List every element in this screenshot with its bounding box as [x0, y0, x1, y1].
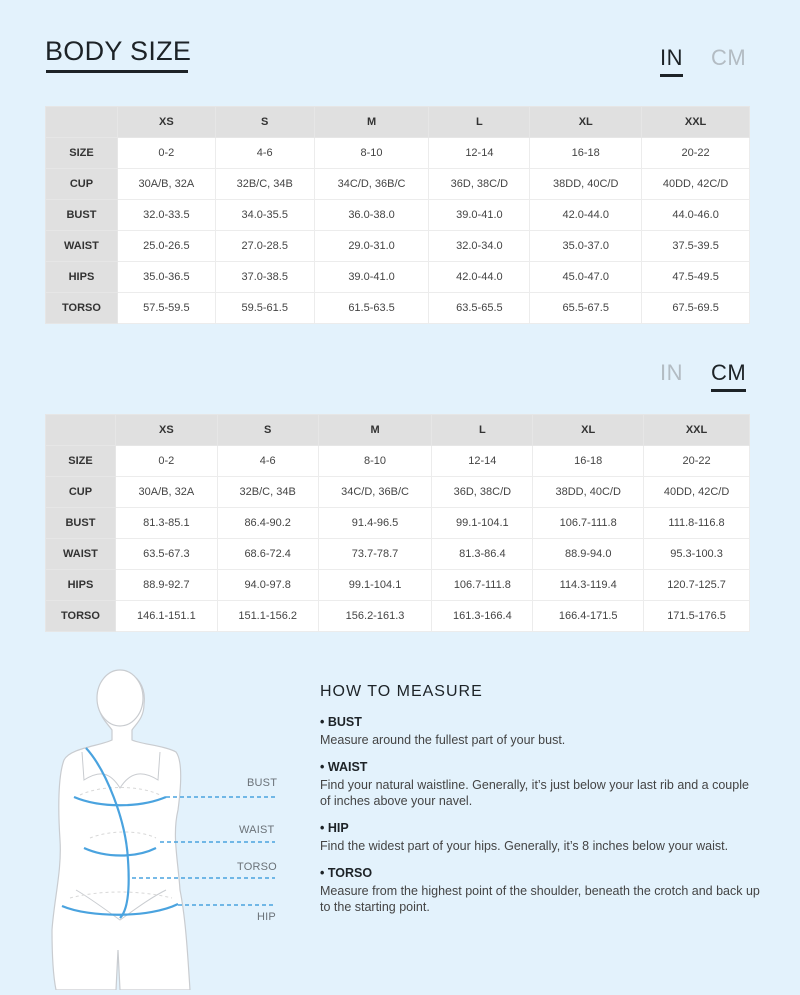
how-to-measure-section — [320, 683, 760, 927]
unit-cm-button[interactable]: CM — [711, 45, 747, 70]
table-cell: 161.3-166.4 — [432, 601, 533, 632]
table-cell: 30A/B, 32A — [117, 169, 215, 200]
row-label: SIZE — [46, 446, 116, 477]
table-cell: 63.5-67.3 — [115, 539, 217, 570]
table-cell: 40DD, 42C/D — [642, 169, 750, 200]
table-cell: 47.5-49.5 — [642, 262, 750, 293]
table-cell: 8-10 — [318, 446, 432, 477]
table-cell: 25.0-26.5 — [117, 231, 215, 262]
how-item-title: • TORSO — [320, 866, 373, 880]
table-cell: 67.5-69.5 — [642, 293, 750, 324]
size-table-centimeters — [45, 414, 750, 632]
header-m: M — [318, 415, 432, 446]
unit-in-button[interactable]: IN — [660, 360, 683, 385]
table-cell: 12-14 — [429, 138, 530, 169]
row-label: HIPS — [46, 570, 116, 601]
how-item-title: • HIP — [320, 821, 349, 835]
table-cell: 30A/B, 32A — [115, 477, 217, 508]
table-cell: 111.8-116.8 — [644, 508, 750, 539]
header-xxl: XXL — [642, 107, 750, 138]
table-cell: 40DD, 42C/D — [644, 477, 750, 508]
table-cell: 34C/D, 36B/C — [314, 169, 429, 200]
figure-label-waist: WAIST — [239, 824, 275, 836]
table-cell: 88.9-94.0 — [533, 539, 644, 570]
row-label: TORSO — [46, 293, 118, 324]
table-row — [46, 446, 750, 477]
header-l: L — [429, 107, 530, 138]
header-xs: XS — [115, 415, 217, 446]
table-row — [46, 477, 750, 508]
table-row — [46, 570, 750, 601]
how-item-desc: Measure around the fullest part of your bust. — [320, 733, 566, 747]
table-cell: 32.0-33.5 — [117, 200, 215, 231]
row-label: SIZE — [46, 138, 118, 169]
table-cell: 61.5-63.5 — [314, 293, 429, 324]
header-corner — [46, 107, 118, 138]
table-cell: 20-22 — [642, 138, 750, 169]
table-cell: 81.3-85.1 — [115, 508, 217, 539]
header-xl: XL — [530, 107, 642, 138]
unit-toggle-cm-table — [660, 360, 746, 386]
table-cell: 81.3-86.4 — [432, 539, 533, 570]
table-cell: 37.0-38.5 — [215, 262, 314, 293]
table-cell: 27.0-28.5 — [215, 231, 314, 262]
row-label: CUP — [46, 477, 116, 508]
header-xl: XL — [533, 415, 644, 446]
table-row — [46, 293, 750, 324]
row-label: WAIST — [46, 231, 118, 262]
unit-in-button[interactable]: IN — [660, 45, 683, 70]
table-cell: 32B/C, 34B — [215, 169, 314, 200]
table-header-row — [46, 415, 750, 446]
table-cell: 94.0-97.8 — [217, 570, 318, 601]
how-item-bust — [320, 715, 760, 748]
table-cell: 166.4-171.5 — [533, 601, 644, 632]
body-measurement-figure — [40, 660, 300, 990]
table-cell: 42.0-44.0 — [429, 262, 530, 293]
how-item-torso — [320, 866, 760, 915]
table-cell: 36D, 38C/D — [429, 169, 530, 200]
table-row — [46, 200, 750, 231]
size-table-inches — [45, 106, 750, 324]
table-cell: 59.5-61.5 — [215, 293, 314, 324]
table-row — [46, 508, 750, 539]
row-label: BUST — [46, 200, 118, 231]
row-label: BUST — [46, 508, 116, 539]
how-to-measure-title: HOW TO MEASURE — [320, 683, 483, 700]
table-row — [46, 262, 750, 293]
table-cell: 0-2 — [115, 446, 217, 477]
header-xxl: XXL — [644, 415, 750, 446]
table-cell: 16-18 — [533, 446, 644, 477]
table-cell: 16-18 — [530, 138, 642, 169]
table-cell: 38DD, 40C/D — [530, 169, 642, 200]
unit-toggle-in-table — [660, 45, 746, 71]
table-cell: 114.3-119.4 — [533, 570, 644, 601]
how-item-desc: Measure from the highest point of the shoulder, beneath the crotch and back up to the starting point. — [320, 884, 760, 914]
how-item-desc: Find the widest part of your hips. Generally, it’s 8 inches below your waist. — [320, 839, 729, 853]
table-cell: 32.0-34.0 — [429, 231, 530, 262]
table-cell: 106.7-111.8 — [432, 570, 533, 601]
table-cell: 95.3-100.3 — [644, 539, 750, 570]
table-cell: 88.9-92.7 — [115, 570, 217, 601]
table-cell: 4-6 — [215, 138, 314, 169]
how-item-waist — [320, 760, 760, 809]
table-cell: 36D, 38C/D — [432, 477, 533, 508]
table-cell: 45.0-47.0 — [530, 262, 642, 293]
table-cell: 29.0-31.0 — [314, 231, 429, 262]
table-cell: 146.1-151.1 — [115, 601, 217, 632]
table-cell: 32B/C, 34B — [217, 477, 318, 508]
table-row — [46, 138, 750, 169]
row-label: HIPS — [46, 262, 118, 293]
table-cell: 65.5-67.5 — [530, 293, 642, 324]
figure-label-torso: TORSO — [237, 861, 277, 873]
header-corner — [46, 415, 116, 446]
table-cell: 39.0-41.0 — [314, 262, 429, 293]
how-item-hip — [320, 821, 760, 854]
header-s: S — [217, 415, 318, 446]
header-s: S — [215, 107, 314, 138]
table-cell: 39.0-41.0 — [429, 200, 530, 231]
table-row — [46, 231, 750, 262]
table-cell: 99.1-104.1 — [318, 570, 432, 601]
table-cell: 35.0-37.0 — [530, 231, 642, 262]
table-cell: 57.5-59.5 — [117, 293, 215, 324]
table-row — [46, 601, 750, 632]
row-label: TORSO — [46, 601, 116, 632]
header-l: L — [432, 415, 533, 446]
row-label: WAIST — [46, 539, 116, 570]
title-underline — [46, 70, 188, 73]
table-cell: 12-14 — [432, 446, 533, 477]
table-cell: 73.7-78.7 — [318, 539, 432, 570]
table-header-row — [46, 107, 750, 138]
table-cell: 38DD, 40C/D — [533, 477, 644, 508]
how-item-title: • WAIST — [320, 760, 368, 774]
header-m: M — [314, 107, 429, 138]
table-cell: 0-2 — [117, 138, 215, 169]
how-item-desc: Find your natural waistline. Generally, it’s just below your last rib and a couple of inches above your navel. — [320, 778, 749, 808]
table-cell: 156.2-161.3 — [318, 601, 432, 632]
table-cell: 34.0-35.5 — [215, 200, 314, 231]
table-row — [46, 539, 750, 570]
table-cell: 35.0-36.5 — [117, 262, 215, 293]
table-cell: 151.1-156.2 — [217, 601, 318, 632]
figure-label-hip: HIP — [257, 911, 276, 923]
table-cell: 20-22 — [644, 446, 750, 477]
table-cell: 120.7-125.7 — [644, 570, 750, 601]
table-cell: 106.7-111.8 — [533, 508, 644, 539]
table-cell: 63.5-65.5 — [429, 293, 530, 324]
table-cell: 68.6-72.4 — [217, 539, 318, 570]
figure-label-bust: BUST — [247, 777, 278, 789]
row-label: CUP — [46, 169, 118, 200]
table-cell: 36.0-38.0 — [314, 200, 429, 231]
header-xs: XS — [117, 107, 215, 138]
table-cell: 34C/D, 36B/C — [318, 477, 432, 508]
how-item-title: • BUST — [320, 715, 362, 729]
page-title: BODY SIZE — [45, 36, 192, 66]
table-cell: 86.4-90.2 — [217, 508, 318, 539]
table-cell: 4-6 — [217, 446, 318, 477]
table-cell: 99.1-104.1 — [432, 508, 533, 539]
table-cell: 37.5-39.5 — [642, 231, 750, 262]
table-cell: 44.0-46.0 — [642, 200, 750, 231]
table-cell: 42.0-44.0 — [530, 200, 642, 231]
unit-cm-button[interactable]: CM — [711, 360, 747, 385]
table-row — [46, 169, 750, 200]
table-cell: 8-10 — [314, 138, 429, 169]
table-cell: 91.4-96.5 — [318, 508, 432, 539]
table-cell: 171.5-176.5 — [644, 601, 750, 632]
